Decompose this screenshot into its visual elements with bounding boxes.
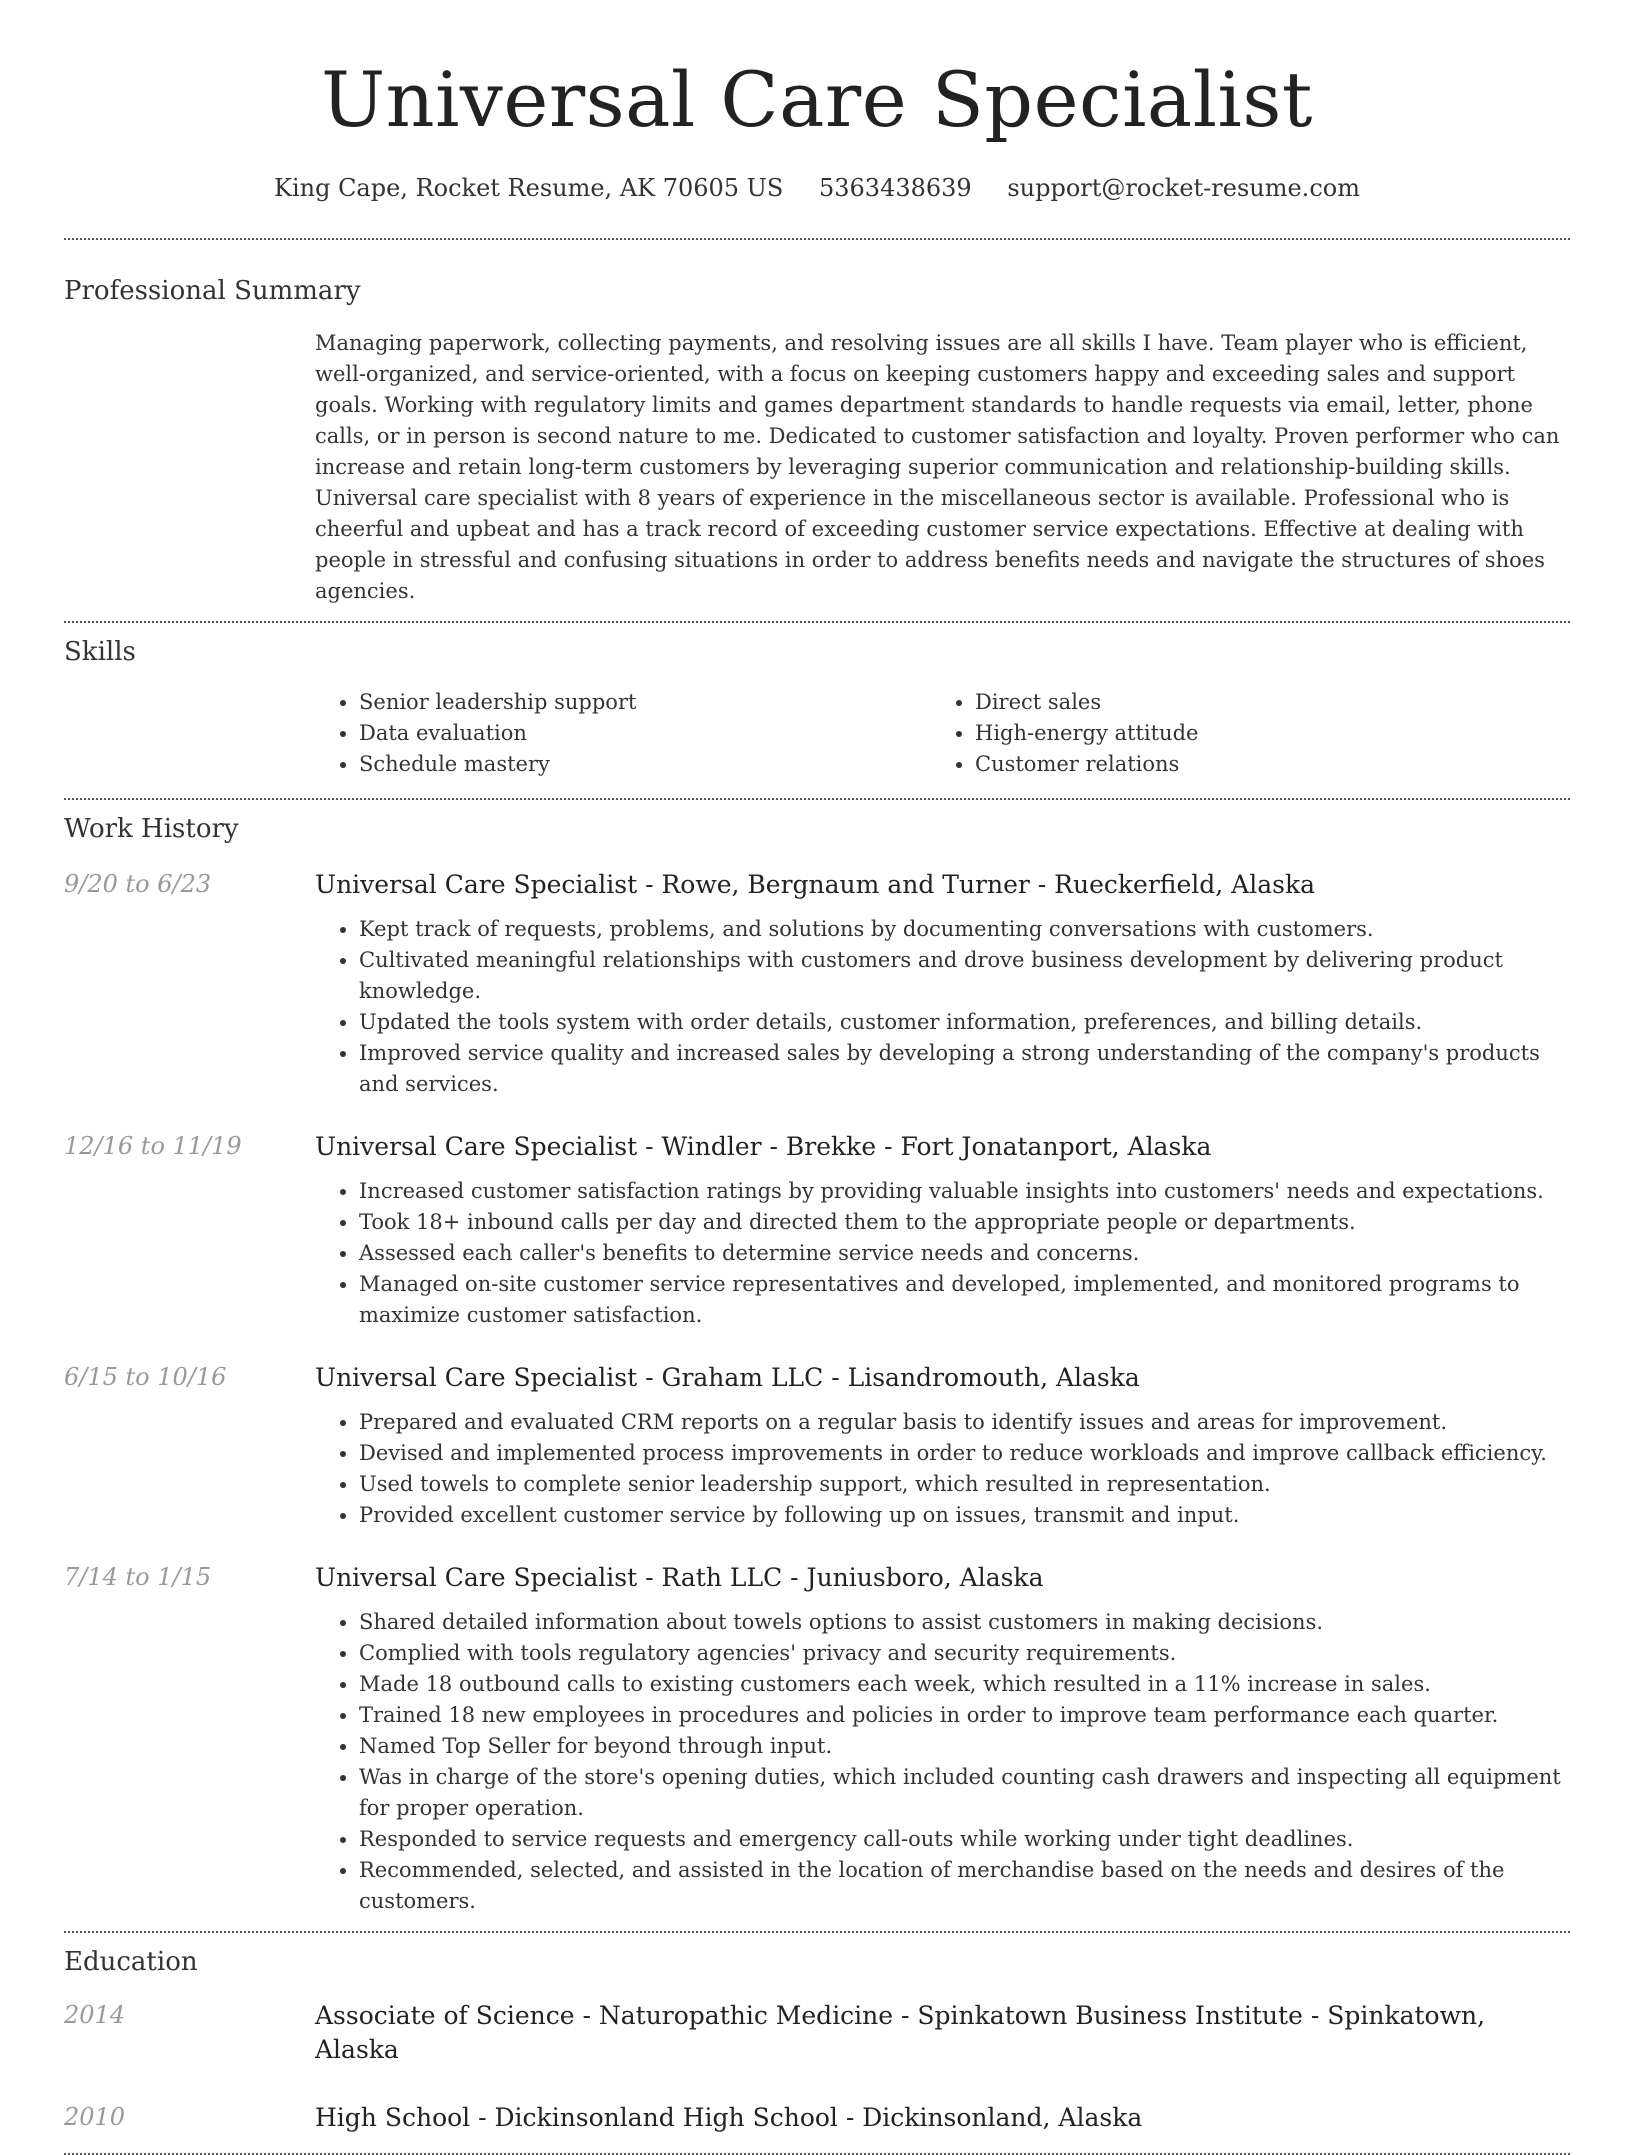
section-title-skills: Skills bbox=[64, 637, 136, 667]
job-bullet: • Made 18 outbound calls to existing customers each week, which resulted in a 11% increase in sales. bbox=[359, 1669, 1570, 1700]
job-bullets bbox=[315, 1407, 1570, 1531]
job-bullet: • Complied with tools regulatory agencies' privacy and security requirements. bbox=[359, 1638, 1570, 1669]
education-section bbox=[64, 1945, 1570, 2135]
skill-item: • Data evaluation bbox=[359, 718, 975, 749]
job-bullet: • Kept track of requests, problems, and solutions by documenting conversations with customers. bbox=[359, 914, 1570, 945]
job-dates: 12/16 to 11/19 bbox=[64, 1132, 242, 1160]
contact-phone: 5363438639 bbox=[819, 174, 972, 202]
skill-item: • Customer relations bbox=[975, 749, 1591, 780]
job-dates: 9/20 to 6/23 bbox=[64, 870, 212, 898]
skills-list bbox=[315, 687, 1591, 780]
job-bullet: • Named Top Seller for beyond through input. bbox=[359, 1731, 1570, 1762]
skill-item: • High-energy attitude bbox=[975, 718, 1591, 749]
contact-email: support@rocket-resume.com bbox=[1007, 174, 1360, 202]
divider bbox=[64, 238, 1570, 240]
education-line: Associate of Science - Naturopathic Medicine - Spinkatown Business Institute - Spinkatown, Alaska bbox=[315, 2001, 1486, 2064]
job-bullet: • Updated the tools system with order details, customer information, preferences, and billing details. bbox=[359, 1007, 1570, 1038]
job-bullet: • Provided excellent customer service by following up on issues, transmit and input. bbox=[359, 1500, 1570, 1531]
skill-item: • Direct sales bbox=[975, 687, 1591, 718]
education-entry bbox=[64, 1999, 1570, 2067]
job-bullet: • Cultivated meaningful relationships with customers and drove business development by delivering product knowledge. bbox=[359, 945, 1570, 1007]
candidate-name: Universal Care Specialist bbox=[321, 55, 1313, 144]
job-bullets bbox=[315, 914, 1570, 1100]
work-history-section bbox=[64, 812, 1570, 1917]
education-year: 2014 bbox=[64, 2001, 126, 2029]
job-bullet: • Recommended, selected, and assisted in the location of merchandise based on the needs and desires of the customers. bbox=[359, 1855, 1570, 1917]
job-bullet: • Responded to service requests and emergency call-outs while working under tight deadlines. bbox=[359, 1824, 1570, 1855]
divider bbox=[64, 1931, 1570, 1933]
resume-page bbox=[64, 0, 1570, 2155]
job-heading: Universal Care Specialist - Rath LLC - Juniusboro, Alaska bbox=[315, 1563, 1044, 1592]
education-line: High School - Dickinsonland High School - Dickinsonland, Alaska bbox=[315, 2103, 1143, 2132]
job-bullets bbox=[315, 1176, 1570, 1331]
skill-item: • Senior leadership support bbox=[359, 687, 975, 718]
job-heading: Universal Care Specialist - Windler - Brekke - Fort Jonatanport, Alaska bbox=[315, 1132, 1212, 1161]
job-dates: 7/14 to 1/15 bbox=[64, 1563, 212, 1591]
section-title-education: Education bbox=[64, 1947, 198, 1977]
job-bullet: • Was in charge of the store's opening duties, which included counting cash drawers and inspecting all equipment for proper operation. bbox=[359, 1762, 1570, 1824]
divider bbox=[64, 798, 1570, 800]
job-dates: 6/15 to 10/16 bbox=[64, 1363, 227, 1391]
job-heading: Universal Care Specialist - Rowe, Bergnaum and Turner - Rueckerfield, Alaska bbox=[315, 870, 1315, 899]
summary-section bbox=[64, 274, 1570, 607]
contact-line bbox=[64, 172, 1570, 204]
summary-text: Managing paperwork, collecting payments, and resolving issues are all skills I have. Team player who is efficient, well-organized, and service-oriented, with a focus on keeping customers happy and exceeding sales and support goals. Working with regulatory limits and games department standards to handle requests via email, letter, phone calls, or in person is second nature to me. Dedicated to customer satisfaction and loyalty. Proven performer who can increase and retain long-term customers by leveraging superior communication and relationship-building skills. Universal care specialist with 8 years of experience in the miscellaneous sector is available. Professional who is cheerful and upbeat and has a track record of exceeding customer service expectations. Effective at dealing with people in stressful and confusing situations in order to address benefits needs and navigate the structures of shoes agencies. bbox=[315, 331, 1560, 603]
job-bullet: • Shared detailed information about towels options to assist customers in making decisions. bbox=[359, 1607, 1570, 1638]
skills-column-2 bbox=[975, 687, 1591, 780]
contact-address: King Cape, Rocket Resume, AK 70605 US bbox=[274, 174, 784, 202]
job-bullet: • Improved service quality and increased sales by developing a strong understanding of the company's products and services. bbox=[359, 1038, 1570, 1100]
job-entry bbox=[64, 1130, 1570, 1331]
education-year: 2010 bbox=[64, 2103, 126, 2131]
job-bullet: • Prepared and evaluated CRM reports on a regular basis to identify issues and areas for improvement. bbox=[359, 1407, 1570, 1438]
skills-section bbox=[64, 635, 1570, 780]
job-entry bbox=[64, 1561, 1570, 1917]
job-bullet: • Devised and implemented process improvements in order to reduce workloads and improve callback efficiency. bbox=[359, 1438, 1570, 1469]
job-bullet: • Took 18+ inbound calls per day and directed them to the appropriate people or departments. bbox=[359, 1207, 1570, 1238]
skills-column-1 bbox=[315, 687, 975, 780]
skill-item: • Schedule mastery bbox=[359, 749, 975, 780]
job-bullet: • Managed on-site customer service representatives and developed, implemented, and monitored programs to maximize customer satisfaction. bbox=[359, 1269, 1570, 1331]
job-entry bbox=[64, 1361, 1570, 1531]
divider bbox=[64, 621, 1570, 623]
job-bullet: • Assessed each caller's benefits to determine service needs and concerns. bbox=[359, 1238, 1570, 1269]
job-bullets bbox=[315, 1607, 1570, 1917]
section-title-work: Work History bbox=[64, 814, 239, 844]
section-title-summary: Professional Summary bbox=[64, 276, 361, 306]
job-bullet: • Increased customer satisfaction ratings by providing valuable insights into customers' needs and expectations. bbox=[359, 1176, 1570, 1207]
job-entry bbox=[64, 868, 1570, 1100]
job-bullet: • Used towels to complete senior leadership support, which resulted in representation. bbox=[359, 1469, 1570, 1500]
job-bullet: • Trained 18 new employees in procedures and policies in order to improve team performance each quarter. bbox=[359, 1700, 1570, 1731]
job-heading: Universal Care Specialist - Graham LLC - Lisandromouth, Alaska bbox=[315, 1363, 1140, 1392]
education-entry bbox=[64, 2101, 1570, 2135]
